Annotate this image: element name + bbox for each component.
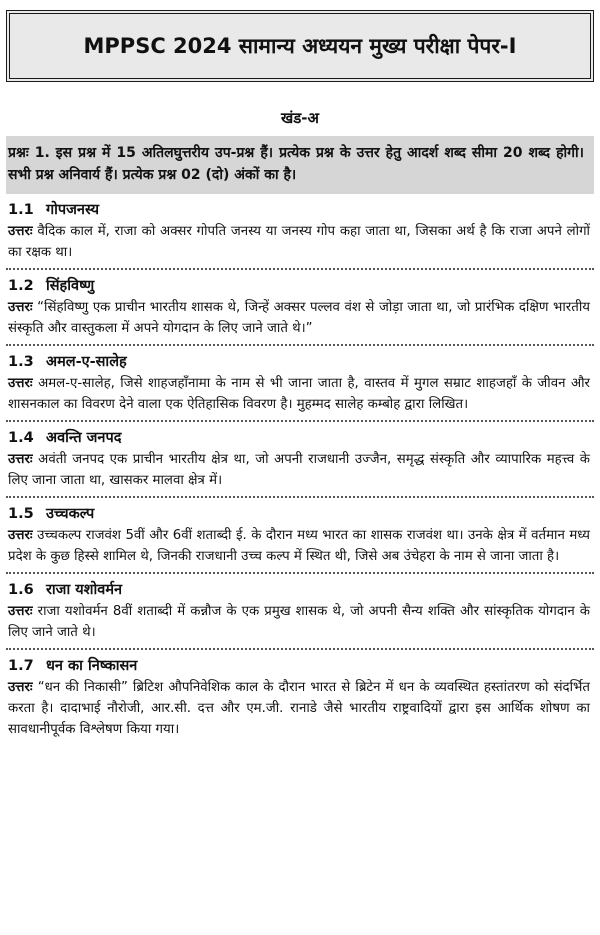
- list-item: [6, 194, 594, 270]
- item-title: उच्चकल्प: [46, 506, 95, 522]
- answer-text: “धन की निकासी” ब्रिटिश औपनिवेशिक काल के दौरान भारत से ब्रिटेन में धन के व्यवस्थित हस्तांतरण को संदर्भित करता है। दादाभाई नौरोजी, आर.सी. दत्त और एम.जी. रानाडे जैसे भारतीय राष्ट्रवादियों द्वारा इस आर्थिक शोषण का सावधानीपूर्वक विश्लेषण किया गया।: [8, 680, 590, 737]
- item-heading: [8, 427, 590, 449]
- answer-text: उच्चकल्प राजवंश 5वीं और 6वीं शताब्दी ई. के दौरान मध्य भारत का शासक राजवंश था। उनके क्षेत्र में वर्तमान मध्य प्रदेश के कुछ हिस्से शामिल थे, जिनकी राजधानी उच्च कल्प में स्थित थी, जिसे अब उंचेहरा के नाम से जाना जाता है।: [8, 528, 590, 564]
- item-number: 1.2: [8, 278, 34, 294]
- item-number: 1.5: [8, 506, 34, 522]
- item-title: राजा यशोवर्मन: [46, 582, 123, 598]
- item-heading: [8, 655, 590, 677]
- list-item: [6, 422, 594, 498]
- list-item: [6, 270, 594, 346]
- answer-label: उत्तरः: [8, 604, 33, 619]
- answer-text: अमल-ए-सालेह, जिसे शाहजहाँनामा के नाम से भी जाना जाता है, वास्तव में मुगल सम्राट शाहजहाँ के जीवन और शासनकाल का विवरण देने वाला एक ऐतिहासिक विवरण है। मुहम्मद सालेह कम्बोह द्वारा लिखित।: [8, 376, 590, 412]
- answer-text: वैदिक काल में, राजा को अक्सर गोपति जनस्य या जनस्य गोप कहा जाता था, जिसका अर्थ है कि राजा अपने लोगों का रक्षक था।: [8, 224, 590, 260]
- item-number: 1.1: [8, 202, 34, 218]
- answer-label: उत्तरः: [8, 680, 33, 695]
- item-title: अवन्ति जनपद: [46, 430, 122, 446]
- answer-label: उत्तरः: [8, 224, 33, 239]
- item-heading: [8, 199, 590, 221]
- answer-text: “सिंहविष्णु एक प्राचीन भारतीय शासक थे, जिन्हें अक्सर पल्लव वंश से जोड़ा जाता था, जो प्रारंभिक दक्षिण भारतीय संस्कृति और वास्तुकला में अपने योगदान के लिए जाने जाते थे।”: [8, 300, 590, 336]
- item-heading: [8, 275, 590, 297]
- item-title: सिंहविष्णु: [46, 278, 95, 294]
- answer-label: उत्तरः: [8, 528, 33, 543]
- item-heading: [8, 579, 590, 601]
- list-item: [6, 574, 594, 650]
- section-heading: खंड-अ: [281, 109, 319, 127]
- item-title: अमल-ए-सालेह: [46, 354, 127, 370]
- item-number: 1.6: [8, 582, 34, 598]
- item-heading: [8, 351, 590, 373]
- title-banner: [6, 10, 594, 82]
- question-instruction-box: [6, 136, 594, 194]
- item-title: गोपजनस्य: [46, 202, 100, 218]
- answer-label: उत्तरः: [8, 452, 33, 467]
- item-number: 1.7: [8, 658, 34, 674]
- item-answer: [8, 373, 590, 415]
- item-answer: [8, 449, 590, 491]
- answer-label: उत्तरः: [8, 376, 33, 391]
- answer-list: [6, 194, 594, 745]
- item-answer: [8, 525, 590, 567]
- answer-text: राजा यशोवर्मन 8वीं शताब्दी में कन्नौज के एक प्रमुख शासक थे, जो अपनी सैन्य शक्ति और सांस्कृतिक योगदान के लिए जाने जाते थे।: [8, 604, 590, 640]
- item-answer: [8, 601, 590, 643]
- item-answer: [8, 677, 590, 740]
- item-answer: [8, 297, 590, 339]
- list-item: [6, 498, 594, 574]
- question-text: 1. इस प्रश्न में 15 अतिलघुत्तरीय उप-प्रश्न हैं। प्रत्येक प्रश्न के उत्तर हेतु आदर्श शब्द सीमा 20 शब्द होगी। सभी प्रश्न अनिवार्य हैं। प्रत्येक प्रश्न 02 (दो) अंकों का है।: [8, 145, 584, 183]
- list-item: [6, 650, 594, 745]
- question-label: प्रश्नः: [8, 145, 29, 161]
- answer-text: अवंती जनपद एक प्राचीन भारतीय क्षेत्र था, जो अपनी राजधानी उज्जैन, समृद्ध संस्कृति और व्यापारिक महत्त्व के लिए जाना जाता था, खासकर मालवा क्षेत्र में।: [8, 452, 591, 488]
- list-item: [6, 346, 594, 422]
- item-number: 1.3: [8, 354, 34, 370]
- answer-label: उत्तरः: [8, 300, 33, 315]
- item-answer: [8, 221, 590, 263]
- item-title: धन का निष्कासन: [46, 658, 138, 674]
- item-heading: [8, 503, 590, 525]
- page-title: MPPSC 2024 सामान्य अध्ययन मुख्य परीक्षा पेपर-I: [83, 34, 517, 58]
- item-number: 1.4: [8, 430, 34, 446]
